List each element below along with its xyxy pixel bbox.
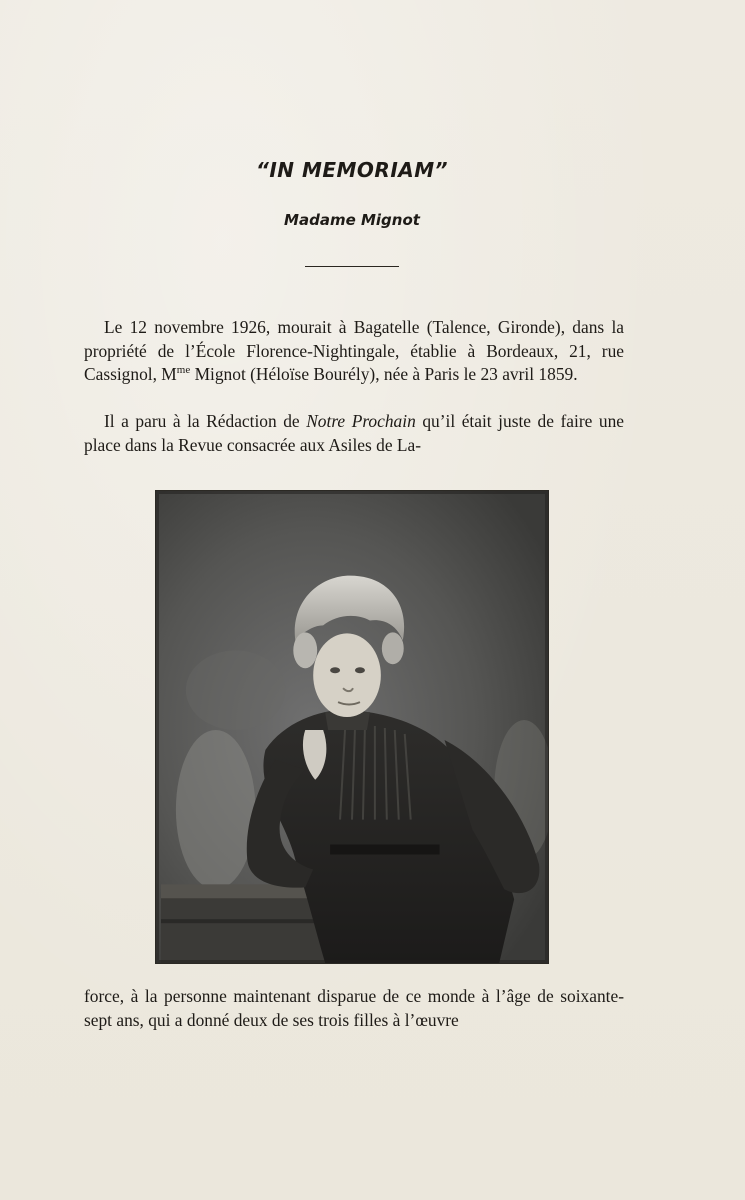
title-divider — [305, 266, 399, 267]
portrait-image — [156, 491, 548, 963]
paragraph-intro-superscript: me — [176, 364, 191, 377]
portrait-photograph — [155, 490, 549, 964]
journal-title-italic: Notre Prochain — [306, 411, 416, 431]
paragraph-second-text-b: qu’il était juste de faire une place dans la Revue consacrée aux Asiles de La- — [84, 411, 624, 455]
paragraph-second — [84, 410, 624, 457]
paragraph-third: force, à la personne maintenant disparue de ce monde à l’âge de soixante-sept ans, qui a donné deux de ses trois filles à l’œuvre — [84, 986, 624, 1030]
page-title: “IN MEMORIAM” — [255, 158, 449, 182]
page-subtitle: Madame Mignot — [284, 211, 420, 229]
paragraph-intro-text-b: Mignot (Héloïse Bourély), née à Paris le 23 avril 1859. — [190, 364, 578, 384]
paragraph-second-text-a: Il a paru à la Rédaction de — [104, 411, 307, 431]
paragraph-intro-text-a: Le 12 novembre 1926, mourait à Bagatelle (Talence, Gironde), dans la propriété de l’École Florence-Nightingale, établie à Bordeaux, 21, rue Cassignol, M — [84, 317, 624, 384]
paragraph-intro — [84, 316, 624, 387]
